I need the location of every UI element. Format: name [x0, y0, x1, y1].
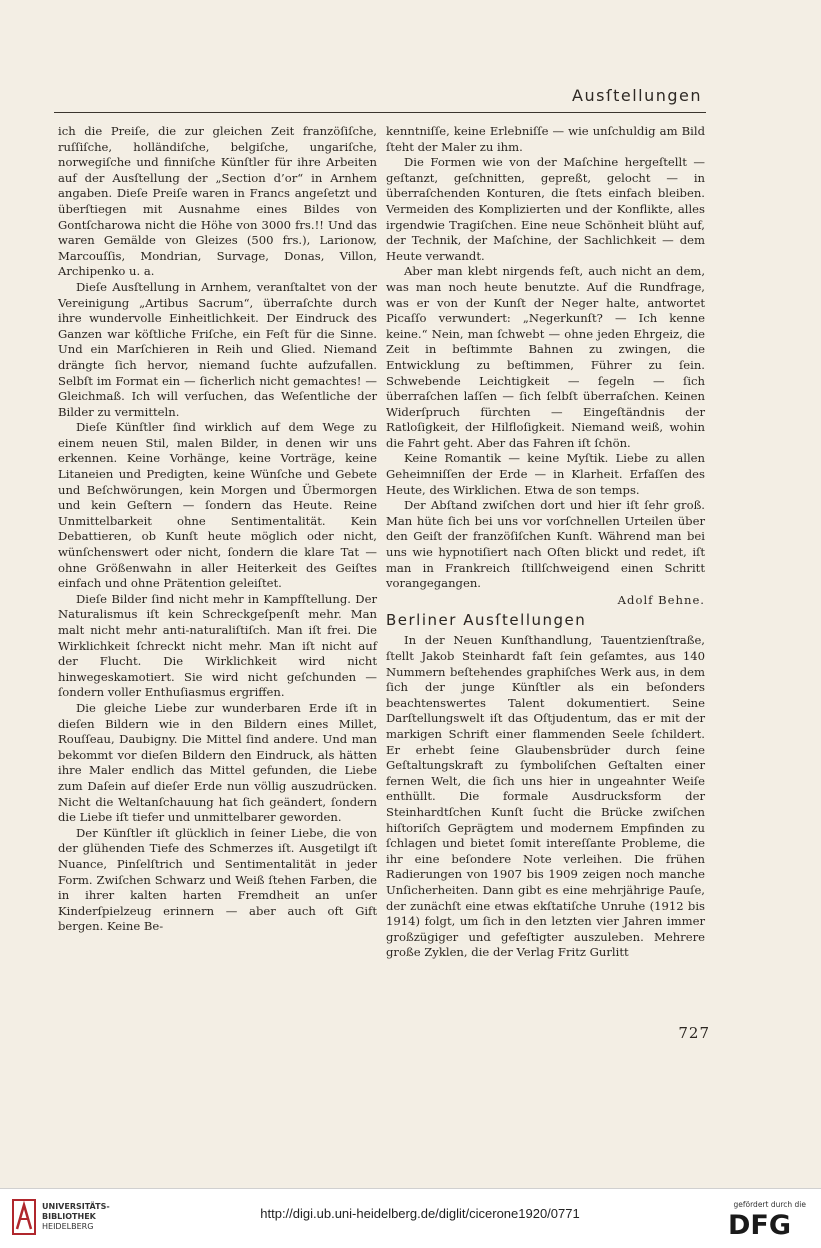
paragraph: Der Künſtler iſt glücklich in ſeiner Liebe, die von der glühenden Tiefe des Schmerzes iſt. Ausgetilgt iſt Nuance, Pinſelſtrich und Sentimentalität in jeder Form. Zwiſchen Schwarz und Weiß ſtehen Farben, die in ihrer kalten harten Fremdheit an unſer Kinderſpielzeug erinnern — aber auch oft Gift bergen. Keine Be- [58, 825, 377, 934]
library-name-line-3: HEIDELBERG [42, 1222, 94, 1231]
author-signature: Adolf Behne. [617, 592, 705, 607]
library-name [42, 1202, 110, 1232]
paragraph: Dieſe Bilder ſind nicht mehr in Kampfſtellung. Der Naturalismus iſt kein Schreckgeſpenſt mehr. Man malt nicht mehr anti-naturaliſtiſch. Man iſt frei. Die Wirklichkeit ſchreckt nicht mehr. Man iſt nicht auf der Flucht. Die Wirklichkeit wird nicht hinwegeskamotiert. Sie wird nicht geſchunden — ſondern voller Enthuſiasmus ergriffen. [58, 591, 377, 700]
section-heading: Berliner Ausſtellungen [386, 611, 587, 630]
library-name-line-1: UNIVERSITÄTS- [42, 1202, 110, 1211]
library-name-line-2: BIBLIOTHEK [42, 1212, 96, 1221]
right-column [386, 124, 705, 961]
paragraph: In der Neuen Kunſthandlung, Tauentzienſtraße, ſtellt Jakob Steinhardt faſt ſein geſamtes, aus 140 Nummern beſtehendes graphiſches Werk aus, in dem ſich der junge Künſtler als ein beſonders beachtenswertes Talent dokumentiert. Seine Darſtellungswelt iſt das Oſtjudentum, das er mit der markigen Schrift einer flammenden Seele ſchildert. Er erhebt ſeine Glaubensbrüder durch ſeine Geſtaltungskraft zu ſymboliſchen Geſtalten einer fernen Welt, die ſich uns hier in ungeahnter Weiſe enthüllt. Die formale Ausdrucksform der Steinhardtſchen Kunſt ſucht die Brücke zwiſchen hiſtoriſch Geprägtem und modernem Empfinden zu ſchlagen und bietet ſomit intereſſante Probleme, die ihr eine beſondere Note verleihen. Die frühen Radierungen von 1907 bis 1909 zeigen noch manche Unſicherheiten. Dann gibt es eine mehrjährige Pauſe, der zunächſt eine etwas ekſtatiſche Unruhe (1912 bis 1914) folgt, um ſich in den letzten vier Jahren immer großzügiger und gefeſtigter auszuleben. Mehrere große Zyklen, die der Verlag Fritz Gurlitt [386, 633, 705, 960]
paragraph: Dieſe Ausſtellung in Arnhem, veranſtaltet von der Vereinigung „Artibus Sacrum“, überraſchte durch ihre wundervolle Einheitlichkeit. Der Eindruck des Ganzen war köſtliche Friſche, ein Feſt für die Sinne. Und ein Marſchieren in Reih und Glied. Niemand drängte ſich hervor, niemand ſuchte aufzufallen. Selbſt im Format ein — ſicherlich nicht gemachtes! — Gleichmaß. Ich will verſuchen, das Weſentliche der Bilder zu vermitteln. [58, 279, 377, 419]
paragraph: kenntniſſe, keine Erlebniſſe — wie unſchuldig am Bild ſteht der Maler zu ihm. [386, 124, 705, 154]
header-rule [54, 112, 706, 113]
paragraph: Die Formen wie von der Maſchine hergeſtellt — geſtanzt, geſchnitten, gepreßt, gelocht — in überraſchenden Konturen, die ſtets einfach bleiben. Vermeiden des Komplizierten und der Konflikte, alles irgendwie Tragiſchen. Eine neue Schönheit blüht auf, der Technik, der Maſchine, der Sachlichkeit — dem Heute verwandt. [386, 155, 705, 263]
running-head: Ausſtellungen [572, 86, 702, 105]
university-library-logo-icon [12, 1199, 36, 1235]
paragraph: Die gleiche Liebe zur wunderbaren Erde iſt in dieſen Bildern wie in den Bildern eines Millet, Rouſſeau, Daubigny. Die Mittel ſind andere. Und man bekommt vor dieſen Bildern den Eindruck, als hätten ihre Maler endlich das Mittel gefunden, die Liebe zum Daſein auf dieſer Erde nun völlig auszudrücken. Nicht die Weltanſchauung hat ſich geändert, ſondern die Liebe iſt tiefer und unmittelbarer geworden. [58, 700, 377, 825]
dfg-logo: DFG [728, 1210, 792, 1241]
viewer-footer [0, 1188, 821, 1248]
page-number: 727 [678, 1024, 710, 1042]
paragraph: Der Abſtand zwiſchen dort und hier iſt ſehr groß. Man hüte ſich bei uns vor vorſchnellen Urteilen über den Geiſt der franzöſiſchen Kunſt. Während man bei uns wie hypnotiſiert nach Oſten blickt und redet, iſt man in Frankreich ſtillſchweigend einen Schritt vorangegangen. [386, 498, 705, 591]
right-column-new-article [386, 633, 705, 960]
permalink-url[interactable]: http://digi.ub.uni-heidelberg.de/diglit/cicerone1920/0771 [260, 1206, 580, 1221]
right-column-article-end [386, 124, 705, 592]
paragraph: Keine Romantik — keine Myſtik. Liebe zu allen Geheimniſſen der Erde — in Klarheit. Erfaſſen des Heute, des Wirklichen. Etwa de son temps. [386, 451, 705, 497]
left-column [58, 124, 377, 935]
paragraph: Dieſe Künſtler ſind wirklich auf dem Wege zu einem neuen Stil, malen Bilder, in denen wir uns erkennen. Keine Vorhänge, keine Vorträge, keine Litaneien und Predigten, keine Wünſche und Gebete und Beſchwörungen, kein Morgen und Übermorgen und kein Geſtern — ſondern das Heute. Reine Unmittelbarkeit ohne Sentimentalität. Kein Debattieren, ob Kunſt heute möglich oder nicht, wünſchenswert oder nicht, ſondern die klare Tat — ohne Größenwahn in aller Heiterkeit des Geiſtes einfach und ohne Prätention geleiſtet. [58, 420, 377, 591]
paragraph: ich die Preiſe, die zur gleichen Zeit franzöſiſche, ruſſiſche, holländiſche, belgiſche, ungariſche, norwegiſche und finniſche Künſtler für ihre Arbeiten auf der Ausſtellung der „Section d’or“ in Arnhem angaben. Dieſe Preiſe waren in Francs angeſetzt und überſtiegen mit Ausnahme eines Bildes von Gontſcharowa nicht die Höhe von 3000 frs.!! Und das waren Gemälde von Gleizes (500 frs.), Larionow, Marcouſſis, Mondrian, Survage, Donas, Villon, Archipenko u. a. [58, 124, 377, 279]
funding-caption: gefördert durch die [733, 1200, 806, 1209]
paragraph: Aber man klebt nirgends feſt, auch nicht an dem, was man noch heute benutzte. Auf die Rundfrage, was er von der Kunſt der Neger halte, antwortet Picaſſo verwundert: „Negerkunſt? — Ich kenne keine.“ Nein, man ſchwebt — ohne jeden Ehrgeiz, die Zeit in beſtimmte Bahnen zu zwingen, die Entwicklung zu beſtimmen, Führer zu ſein. Schwebende Leichtigkeit — ſegeln — ſich überraſchen laſſen — ſich ſelbſt überraſchen. Keinen Widerſpruch fürchten — Eingeſtändnis der Ratloſigkeit, der Hilfloſigkeit. Niemand weiß, wohin die Fahrt geht. Aber das Fahren iſt ſchön. [386, 264, 705, 450]
